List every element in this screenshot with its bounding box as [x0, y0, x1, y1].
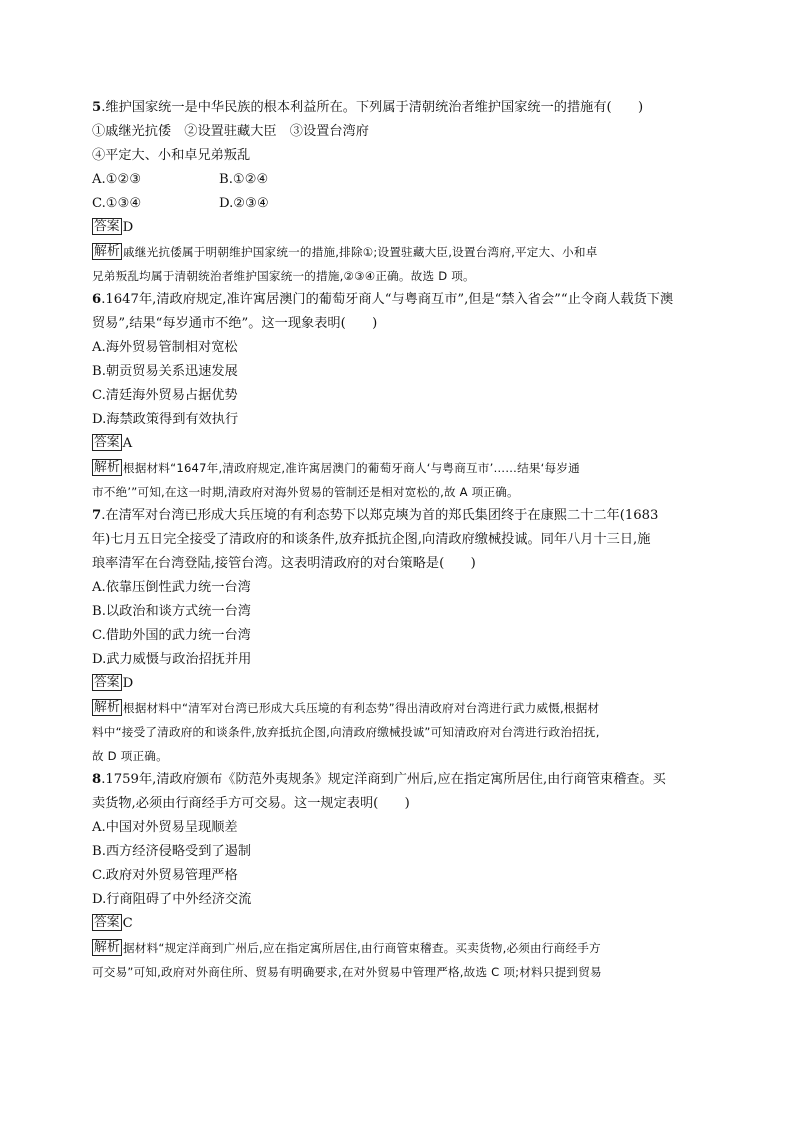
- question-6-answer: [92, 432, 708, 456]
- question-5-analysis-line1: 解析 戚继光抗倭属于明朝维护国家统一的措施,排除①;设置驻藏大臣,设置台湾府,平定大、小和卓: [94, 244, 598, 259]
- answer-value: D: [122, 676, 134, 691]
- question-7-stem-line1: 7.在清军对台湾已形成大兵压境的有利态势下以郑克塽为首的郑氏集团终于在康熙二十二年(1683: [92, 508, 659, 523]
- option-d: D.海禁政策得到有效执行: [92, 412, 239, 427]
- option-a: A.中国对外贸易呈现顺差: [92, 820, 238, 835]
- question-6-analysis-line1: 解析 根据材料“1647年,清政府规定,准许寓居澳门的葡萄牙商人‘与粤商互市’……结果‘每岁通: [94, 460, 580, 475]
- option-a: A.依靠压倒性武力统一台湾: [92, 580, 251, 595]
- question-5-answer: [92, 216, 708, 240]
- option-d: D.行商阻碍了中外经济交流: [92, 892, 252, 907]
- question-7-stem-line3: 琅率清军在台湾登陆,接管台湾。这表明清政府的对台策略是( ): [92, 556, 476, 571]
- question-8-answer: [92, 912, 708, 936]
- question-5-options-row1: [92, 168, 708, 192]
- question-7-answer: [92, 672, 708, 696]
- question-8-analysis-line2: 可交易”可知,政府对外商住所、贸易有明确要求,在对外贸易中管理严格,故选 C 项;材料只提到贸易: [92, 965, 602, 979]
- answer-badge: 答案: [94, 675, 120, 690]
- question-7-stem-line2: 年)七月五日完全接受了清政府的和谈条件,放弃抵抗企图,向清政府缴械投诚。同年八月十三日,施: [92, 532, 651, 547]
- answer-badge: 答案: [94, 219, 120, 234]
- option-c: C.①③④: [92, 196, 142, 211]
- question-8-analysis-line1: 解析 据材料“规定洋商到广州后,应在指定寓所居住,由行商管束稽查。买卖货物,必须由行商经手方: [94, 940, 601, 955]
- option-b: B.以政治和谈方式统一台湾: [92, 604, 251, 619]
- question-number: 6: [92, 292, 102, 307]
- question-5-items-line2: ④平定大、小和卓兄弟叛乱: [92, 148, 251, 163]
- answer-value: A: [122, 436, 133, 451]
- option-c: C.政府对外贸易管理严格: [92, 868, 238, 883]
- question-7-analysis-line3: 故 D 项正确。: [92, 749, 168, 763]
- option-b: B.西方经济侵略受到了遏制: [92, 844, 251, 859]
- question-8-stem-line1: 8.1759年,清政府颁布《防范外夷规条》规定洋商到广州后,应在指定寓所居住,由行商管束稽查。买: [92, 772, 666, 787]
- option-a: A.海外贸易管制相对宽松: [92, 340, 238, 355]
- question-8-stem-line2: 卖货物,必须由行商经手方可交易。这一规定表明( ): [92, 796, 410, 811]
- question-6-stem-line1: 6.1647年,清政府规定,准许寓居澳门的葡萄牙商人“与粤商互市”,但是“禁入省会”“止令商人载货下澳: [92, 292, 674, 307]
- answer-badge: 答案: [94, 915, 120, 930]
- option-d: D.②③④: [219, 196, 269, 211]
- question-page: [92, 96, 708, 984]
- option-b: B.朝贡贸易关系迅速发展: [92, 364, 238, 379]
- question-5-options-row2: [92, 192, 708, 216]
- option-b: B.①②④: [219, 172, 269, 187]
- question-7-analysis-line2: 料中“接受了清政府的和谈条件,放弃抵抗企图,向清政府缴械投诚”可知清政府对台湾进行政治招抚,: [92, 725, 600, 739]
- question-5-analysis-line2: 兄弟叛乱均属于清朝统治者维护国家统一的措施,②③④正确。故选 D 项。: [92, 269, 475, 283]
- option-c: C.清廷海外贸易占据优势: [92, 388, 238, 403]
- option-d: D.武力威慑与政治招抚并用: [92, 652, 252, 667]
- question-7-analysis-line1: 解析 根据材料中“清军对台湾已形成大兵压境的有利态势”得出清政府对台湾进行武力威慑,根据材: [94, 700, 600, 715]
- question-number: 8: [92, 772, 102, 787]
- analysis-badge: 解析: [94, 940, 120, 955]
- analysis-badge: 解析: [94, 460, 120, 475]
- answer-value: D: [122, 220, 134, 235]
- question-6-analysis-line2: 市不绝’”可知,在这一时期,清政府对海外贸易的管制还是相对宽松的,故 A 项正确。: [92, 485, 519, 499]
- question-number: 5: [92, 100, 102, 115]
- question-5-stem: 5.维护国家统一是中华民族的根本利益所在。下列属于清朝统治者维护国家统一的措施有( ): [92, 100, 644, 115]
- question-6-stem-line2: 贸易”,结果“每岁通市不绝”。这一现象表明( ): [92, 316, 378, 331]
- question-5-items-line1: ①戚继光抗倭 ②设置驻藏大臣 ③设置台湾府: [92, 124, 369, 139]
- question-number: 7: [92, 508, 102, 523]
- option-a: A.①②③: [92, 172, 142, 187]
- answer-value: C: [122, 916, 133, 931]
- analysis-badge: 解析: [94, 700, 120, 715]
- analysis-badge: 解析: [94, 244, 120, 259]
- option-c: C.借助外国的武力统一台湾: [92, 628, 251, 643]
- answer-badge: 答案: [94, 435, 120, 450]
